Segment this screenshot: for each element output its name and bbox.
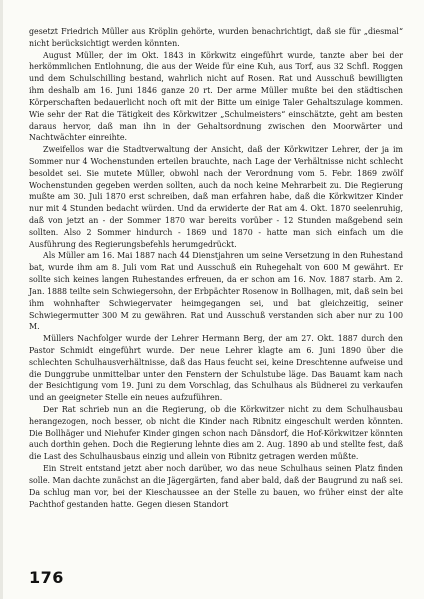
paragraph-2: August Müller, der im Okt. 1843 in Körkwitz eingeführt wurde, tanzte aber bei der herkömmlichen Entlohnung, die aus der Weide für eine Kuh, aus Torf, aus 32 Schfl. Roggen und dem Schulschilling bestand, wahrlich nicht auf Rosen. Rat und Ausschuß bewilligten ihm deshalb am 16. Juni 1846 ganze 20 rt. Der arme Müller mußte bei den städtischen Körperschaften bedauerlicht noch oft mit der Bitte um einige Taler Gehaltszulage kommen. Wie sehr der Rat die Tätigkeit des Körkwitzer „Schulmeisters“ einschätzte, geht am besten daraus hervor, daß man ihn in der Gehaltsordnung zwischen den Moorwärter und Nachtwächter einreihte. <box>29 50 403 143</box>
paragraph-3: Zweifellos war die Stadtverwaltung der Ansicht, daß der Körkwitzer Lehrer, der ja im Sommer nur 4 Wochenstunden erteilen brauchte, nach Lage der Verhältnisse nicht schlecht besoldet sei. Sie mutete Müller, obwohl nach der Verordnung vom 5. Febr. 1869 zwölf Wochenstunden gegeben werden sollten, auch da noch keine Mehrarbeit zu. Die Regierung mußte am 30. Juli 1870 erst schreiben, daß man erfahren habe, daß die Körkwitzer Kinder nur mit 4 Stunden bedacht würden. Und da erwiderte der Rat am 4. Okt. 1870 seelenruhig, daß von jetzt an - der Sommer 1870 war bereits vorüber - 12 Stunden maßgebend sein sollten. Also 2 Sommer hindurch - 1869 und 1870 - hatte man sich einfach um die Ausführung des Regierungsbefehls herumgedrückt. <box>29 145 403 249</box>
paragraph-7: Ein Streit entstand jetzt aber noch darüber, wo das neue Schulhaus seinen Platz finden solle. Man dachte zunächst an die Jägergärten, fand aber bald, daß der Baugrund zu naß sei. Da schlug man vor, bei der Kieschaussee an der Stelle zu bauen, wo früher einst der alte Pachthof gestanden hatte. Gegen diesen Standort <box>29 464 403 509</box>
paragraph-6: Der Rat schrieb nun an die Regierung, ob die Körkwitzer nicht zu dem Schulhausbau herangezogen, noch besser, ob nicht die Kinder nach Ribnitz eingeschult werden könnten. Die Bollhäger und Niehufer Kinder gingen schon nach Dänsdorf, die Hof-Körkwitzer könnten auch dorthin gehen. Doch die Regierung lehnte dies am 2. Aug. 1890 ab und stellte fest, daß die Last des Schulhausbaus einzig und allein von Ribnitz getragen werden müßte. <box>29 405 403 462</box>
paragraph-1: gesetzt Friedrich Müller aus Kröplin gehörte, wurden benachrichtigt, daß sie für „diesmal“ nicht berücksichtigt werden könnten. <box>29 27 403 48</box>
body-text <box>29 26 403 510</box>
paragraph-4: Als Müller am 16. Mai 1887 nach 44 Dienstjahren um seine Versetzung in den Ruhestand bat, wurde ihm am 8. Juli vom Rat und Ausschuß ein Ruhegehalt von 600 M gewährt. Er sollte sich keines langen Ruhestandes erfreuen, da er schon am 16. Nov. 1887 starb. Am 2. Jan. 1888 teilte sein Schwiegersohn, der Erbpächter Rosenow in Bollhagen, mit, daß sein bei ihm wohnhafter Schwiegervater heimgegangen sei, und bat gleichzeitig, seiner Schwiegermutter 300 M zu gewähren. Rat und Ausschuß verstanden sich aber nur zu 100 M. <box>29 251 403 332</box>
page-number: 176 <box>29 568 64 587</box>
paragraph-5: Müllers Nachfolger wurde der Lehrer Hermann Berg, der am 27. Okt. 1887 durch den Pastor Schmidt eingeführt wurde. Der neue Lehrer klagte am 6. Juni 1890 über die schlechten Schulhausverhältnisse, daß das Haus feucht sei, keine Dreschtenne aufweise und die Dunggrube unmittelbar unter den Fenstern der Schulstube läge. Das Bauamt kam nach der Besichtigung vom 19. Juni zu dem Vorschlag, das Schulhaus als Büdnerei zu verkaufen und an geeigneter Stelle ein neues aufzuführen. <box>29 334 403 403</box>
